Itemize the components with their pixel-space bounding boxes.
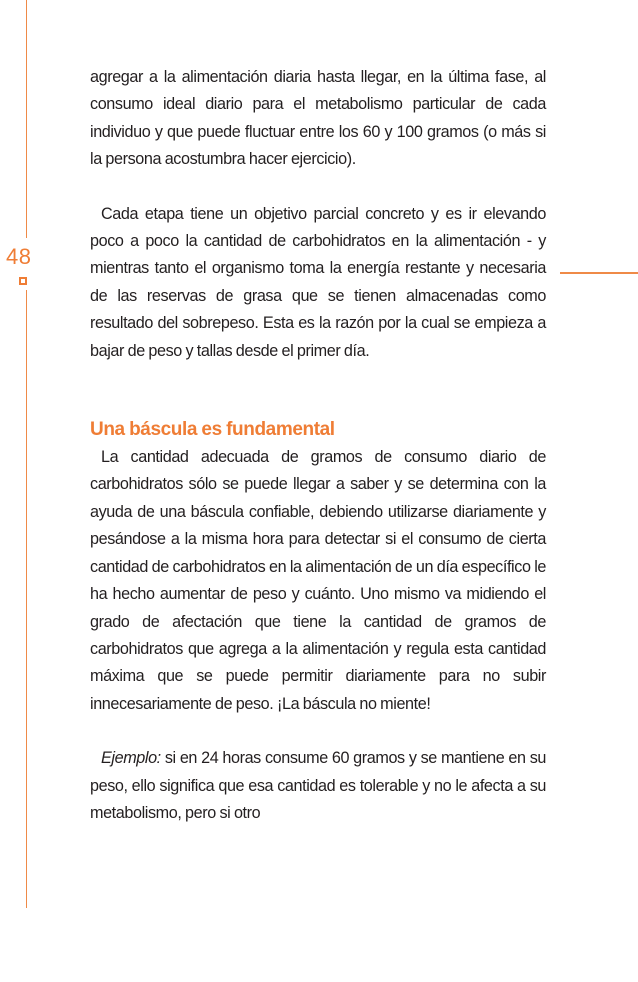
paragraph-continuation: agregar a la alimentación diaria hasta llegar, en la última fase, al consumo ideal diario para el metabolismo particular de cada individuo y que puede fluctuar entre los 60 y 100 gramos (o más si la persona acostumbra hacer ejercicio). bbox=[90, 68, 546, 169]
margin-rule-bottom bbox=[26, 290, 27, 908]
paragraph-example bbox=[90, 745, 546, 827]
page-number: 48 bbox=[6, 244, 32, 269]
square-marker-icon bbox=[19, 277, 27, 285]
body-text bbox=[90, 64, 546, 827]
margin-rule-top bbox=[26, 0, 27, 238]
paragraph-gap bbox=[90, 174, 546, 201]
section-gap bbox=[90, 365, 546, 416]
header-rule-right bbox=[560, 272, 638, 274]
paragraph-scale: La cantidad adecuada de gramos de consumo diario de carbohidratos sólo se puede llegar a saber y se determina con la ayuda de una báscula confiable, debiendo utilizarse diariamente y pesándose a la misma hora para detectar si el consumo de cierta cantidad de carbohidratos en la alimentación de un día específico le ha hecho aumentar de peso y cuánto. Uno mismo va midiendo el grado de afectación que tiene la cantidad de gramos de carbohidratos que agrega a la alimentación y regula esta cantidad máxima que se puede permitir diariamente para no subir innecesariamente de peso. ¡La báscula no miente! bbox=[90, 448, 546, 713]
section-heading: Una báscula es fundamental bbox=[90, 419, 335, 441]
paragraph-gap bbox=[90, 718, 546, 745]
example-text: si en 24 horas consume 60 gramos y se mantiene en su peso, ello significa que esa cantidad es tolerable y no le afecta a su metabolismo, pero si otro bbox=[90, 749, 546, 822]
paragraph-stages: Cada etapa tiene un objetivo parcial concreto y es ir elevando poco a poco la cantidad de carbohidratos en la alimentación - y mientras tanto el organismo toma la energía restante y necesaria de las reservas de grasa que se tienen almacenadas como resultado del sobrepeso. Esta es la razón por la cual se empieza a bajar de peso y tallas desde el primer día. bbox=[90, 204, 546, 360]
example-label: Ejemplo: bbox=[101, 749, 161, 768]
